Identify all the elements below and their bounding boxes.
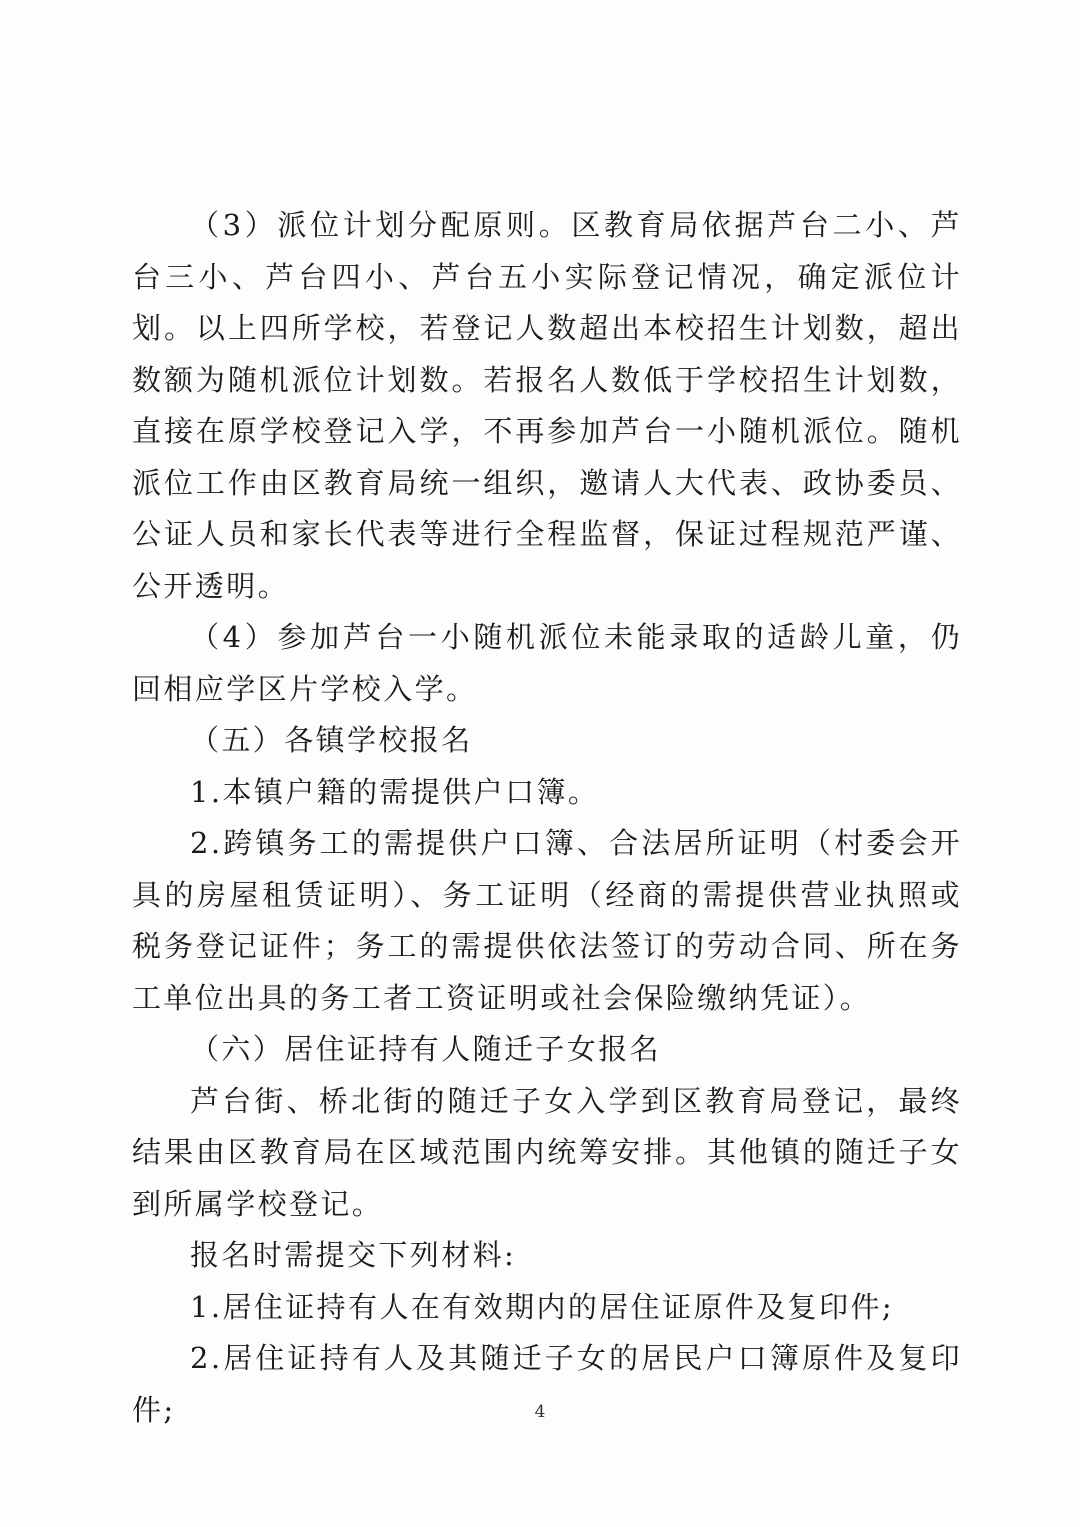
section-heading-town-schools: （五）各镇学校报名 — [190, 723, 473, 757]
list-item-cross-town-workers: 2.跨镇务工的需提供户口簿、合法居所证明（村委会开具的房屋租赁证明）、务工证明（经商的需提供营业执照或税务登记证件；务工的需提供依法签订的劳动合同、所在务工单位出具的务工者工资证明或社会保险缴纳凭证）。 — [132, 826, 962, 1015]
list-item-local-household: 1.本镇户籍的需提供户口簿。 — [190, 774, 600, 809]
paragraph-migrant-children-registration: 芦台街、桥北街的随迁子女入学到区教育局登记，最终结果由区教育局在区域范围内统筹安排。其他镇的随迁子女到所属学校登记。 — [132, 1083, 962, 1221]
page-number: 4 — [534, 1402, 546, 1422]
section-heading-residence-permit: （六）居住证持有人随迁子女报名 — [190, 1032, 662, 1066]
list-item-residence-permit-copy: 1.居住证持有人在有效期内的居住证原件及复印件; — [190, 1289, 895, 1324]
paragraph-not-admitted-children: （4）参加芦台一小随机派位未能录取的适龄儿童，仍回相应学区片学校入学。 — [132, 620, 962, 706]
list-item-household-register-copy: 2.居住证持有人及其随迁子女的居民户口簿原件及复印件; — [132, 1341, 962, 1427]
document-body — [132, 200, 962, 1436]
paragraph-required-materials-intro: 报名时需提交下列材料: — [190, 1238, 517, 1272]
paragraph-dispatch-plan-principle: （3）派位计划分配原则。区教育局依据芦台二小、芦台三小、芦台四小、芦台五小实际登记情况，确定派位计划。以上四所学校，若登记人数超出本校招生计划数，超出数额为随机派位计划数。若报名人数低于学校招生计划数，直接在原学校登记入学，不再参加芦台一小随机派位。随机派位工作由区教育局统一组织，邀请人大代表、政协委员、公证人员和家长代表等进行全程监督，保证过程规范严谨、公开透明。 — [132, 208, 962, 603]
